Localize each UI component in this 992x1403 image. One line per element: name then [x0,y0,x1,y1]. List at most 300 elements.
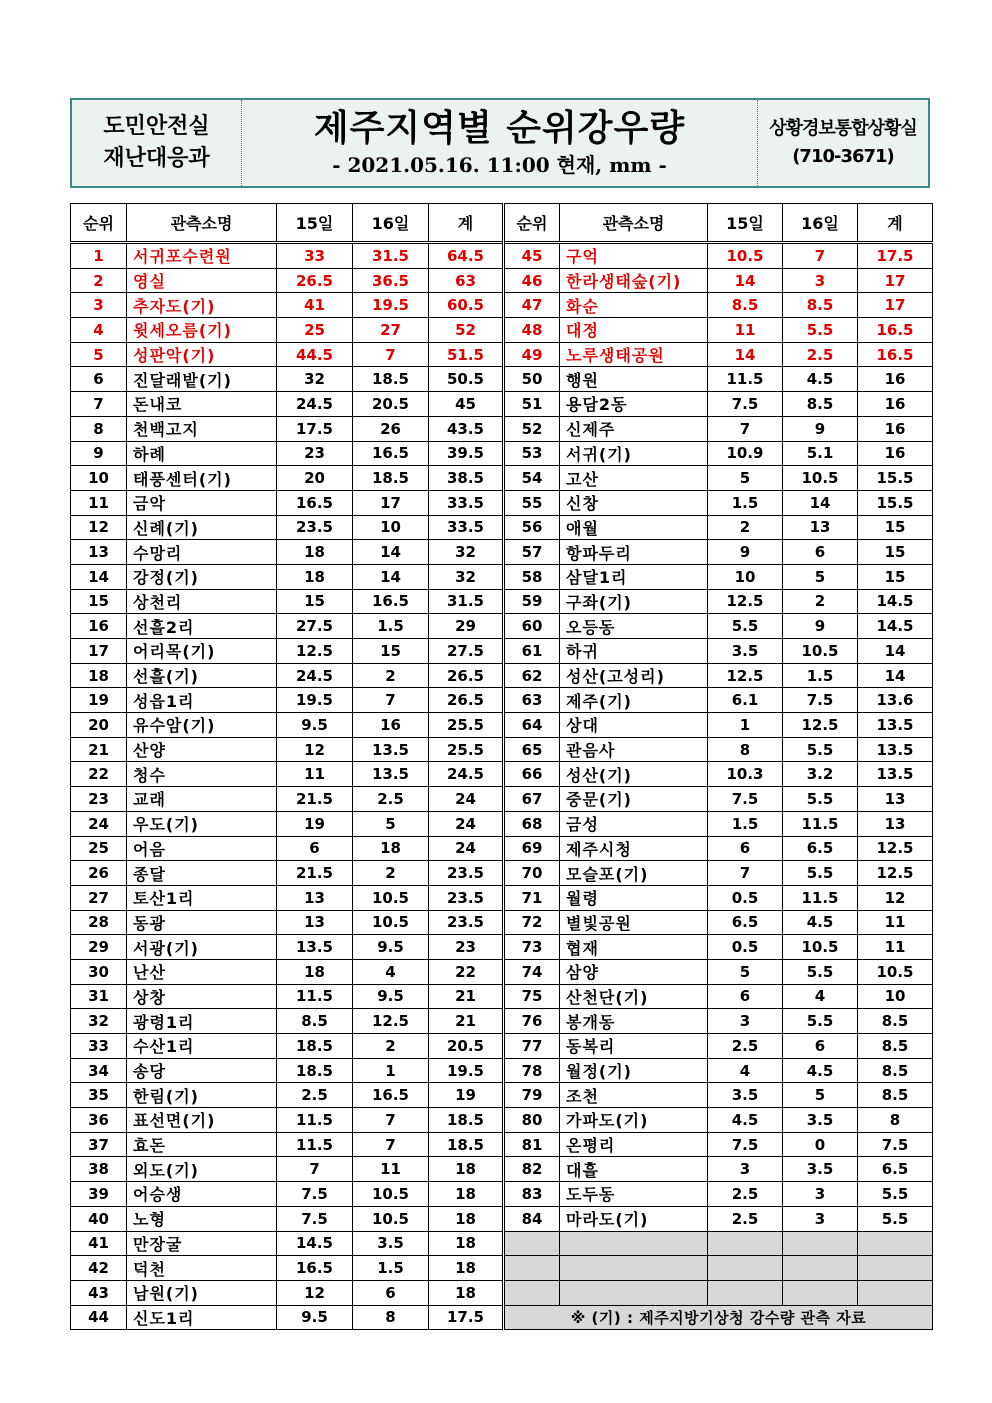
page-title: 제주지역별 순위강우량 [313,108,686,149]
cell-rank: 63 [504,688,560,713]
cell-d15: 6.1 [708,688,783,713]
cell-station: 한라생태숲(기) [560,268,708,293]
cell-rank: 31 [71,984,127,1009]
cell-rank: 21 [71,737,127,762]
cell-d16: 11.5 [783,811,858,836]
cell-d15: 16.5 [277,490,353,515]
cell-station: 표선면(기) [127,1108,277,1133]
cell-station: 신창 [560,490,708,515]
cell-rank: 82 [504,1157,560,1182]
cell-d16: 3 [783,268,858,293]
cell-d16: 26 [353,416,429,441]
cell-station: 어음 [127,836,277,861]
cell-d15: 21.5 [277,861,353,886]
cell-total: 23 [429,935,504,960]
cell-station: 우도(기) [127,811,277,836]
cell-rank: 48 [504,318,560,343]
cell-d15: 12.5 [277,639,353,664]
table-row [71,762,933,787]
cell-total: 8.5 [858,1009,933,1034]
cell-d16: 10.5 [353,1182,429,1207]
cell-station: 월령 [560,885,708,910]
table-row [71,441,933,466]
cell-station: 가파도(기) [560,1108,708,1133]
cell-station: 돈내코 [127,392,277,417]
cell-total: 7.5 [858,1132,933,1157]
cell-d16: 3 [783,1182,858,1207]
cell-station: 한림(기) [127,1083,277,1108]
cell-d16: 11 [353,1157,429,1182]
cell-rank: 3 [71,293,127,318]
cell-rank: 16 [71,614,127,639]
cell-d15: 7.5 [708,787,783,812]
table-row [71,935,933,960]
division-name: 재난대응과 [103,146,210,171]
cell-d15: 8 [708,737,783,762]
cell-d16: 8.5 [783,293,858,318]
empty-cell [783,1280,858,1305]
cell-total: 18 [429,1206,504,1231]
table-row [71,490,933,515]
cell-station: 서귀포수련원 [127,243,277,269]
cell-d16: 14 [353,564,429,589]
table-row [71,1132,933,1157]
table-row [71,466,933,491]
cell-d16: 3.5 [353,1231,429,1256]
cell-rank: 5 [71,342,127,367]
cell-d15: 24.5 [277,392,353,417]
department-box [72,100,242,186]
cell-rank: 42 [71,1256,127,1281]
cell-rank: 46 [504,268,560,293]
cell-rank: 68 [504,811,560,836]
cell-station: 난산 [127,959,277,984]
table-row [71,910,933,935]
cell-rank: 45 [504,243,560,269]
cell-total: 63 [429,268,504,293]
cell-station: 영실 [127,268,277,293]
empty-cell [504,1231,560,1256]
cell-station: 봉개동 [560,1009,708,1034]
cell-rank: 14 [71,564,127,589]
cell-rank: 13 [71,540,127,565]
cell-d16: 7 [353,1108,429,1133]
cell-d16: 2 [353,861,429,886]
cell-rank: 57 [504,540,560,565]
empty-cell [858,1280,933,1305]
cell-station: 광령1리 [127,1009,277,1034]
cell-rank: 59 [504,589,560,614]
cell-d16: 17 [353,490,429,515]
cell-total: 10 [858,984,933,1009]
cell-station: 제주시청 [560,836,708,861]
cell-station: 송당 [127,1058,277,1083]
cell-rank: 80 [504,1108,560,1133]
empty-cell [560,1256,708,1281]
cell-station: 상창 [127,984,277,1009]
table-row [71,1280,933,1305]
cell-d16: 5 [783,1083,858,1108]
cell-rank: 50 [504,367,560,392]
table-row [71,811,933,836]
cell-d16: 7 [353,688,429,713]
cell-rank: 38 [71,1157,127,1182]
cell-d15: 2.5 [708,1034,783,1059]
cell-d16: 36.5 [353,268,429,293]
cell-rank: 17 [71,639,127,664]
cell-d16: 2.5 [353,787,429,812]
cell-d15: 27.5 [277,614,353,639]
cell-station: 용담2동 [560,392,708,417]
cell-d16: 1.5 [353,1256,429,1281]
cell-total: 6.5 [858,1157,933,1182]
cell-station: 관음사 [560,737,708,762]
report-header [70,98,930,188]
cell-d15: 3 [708,1157,783,1182]
cell-rank: 27 [71,885,127,910]
table-row [71,367,933,392]
cell-total: 5.5 [858,1182,933,1207]
cell-rank: 29 [71,935,127,960]
cell-d15: 11.5 [277,1132,353,1157]
cell-rank: 34 [71,1058,127,1083]
empty-cell [783,1256,858,1281]
cell-d15: 2 [708,515,783,540]
cell-total: 50.5 [429,367,504,392]
cell-total: 45 [429,392,504,417]
cell-d15: 20 [277,466,353,491]
cell-station: 선흘2리 [127,614,277,639]
cell-d15: 13 [277,910,353,935]
cell-rank: 7 [71,392,127,417]
cell-rank: 49 [504,342,560,367]
cell-rank: 28 [71,910,127,935]
cell-total: 29 [429,614,504,639]
cell-d15: 6 [708,984,783,1009]
cell-rank: 24 [71,811,127,836]
cell-rank: 54 [504,466,560,491]
cell-total: 15 [858,515,933,540]
footnote: ※ (기) : 제주지방기상청 강수량 관측 자료 [504,1305,933,1330]
cell-d15: 6.5 [708,910,783,935]
cell-rank: 43 [71,1280,127,1305]
cell-rank: 9 [71,441,127,466]
cell-station: 서귀(기) [560,441,708,466]
cell-rank: 41 [71,1231,127,1256]
cell-d16: 16.5 [353,589,429,614]
cell-total: 24.5 [429,762,504,787]
col-header-rank: 순위 [71,204,127,243]
cell-total: 16 [858,367,933,392]
cell-d15: 3.5 [708,639,783,664]
cell-d15: 12.5 [708,663,783,688]
cell-station: 행원 [560,367,708,392]
col-header-total: 계 [429,204,504,243]
cell-station: 산양 [127,737,277,762]
cell-rank: 76 [504,1009,560,1034]
cell-d16: 16 [353,713,429,738]
cell-d15: 7.5 [277,1206,353,1231]
cell-station: 애월 [560,515,708,540]
table-row [71,639,933,664]
cell-d16: 11.5 [783,885,858,910]
cell-total: 13.6 [858,688,933,713]
cell-total: 23.5 [429,861,504,886]
cell-rank: 10 [71,466,127,491]
cell-d16: 15 [353,639,429,664]
cell-d16: 4 [783,984,858,1009]
cell-station: 하귀 [560,639,708,664]
cell-d15: 23.5 [277,515,353,540]
cell-rank: 81 [504,1132,560,1157]
cell-station: 종달 [127,861,277,886]
cell-d15: 5 [708,466,783,491]
cell-d15: 24.5 [277,663,353,688]
empty-cell [708,1280,783,1305]
cell-d15: 10.9 [708,441,783,466]
cell-station: 별빛공원 [560,910,708,935]
cell-d15: 1.5 [708,490,783,515]
cell-d15: 7.5 [277,1182,353,1207]
cell-rank: 84 [504,1206,560,1231]
cell-total: 25.5 [429,713,504,738]
table-row [71,1058,933,1083]
table-header-row [71,204,933,243]
cell-total: 11 [858,910,933,935]
cell-d15: 32 [277,367,353,392]
col-header-rank: 순위 [504,204,560,243]
cell-station: 덕천 [127,1256,277,1281]
cell-station: 어승생 [127,1182,277,1207]
cell-d15: 8.5 [708,293,783,318]
col-header-day15: 15일 [708,204,783,243]
cell-d15: 5.5 [708,614,783,639]
cell-d16: 6.5 [783,836,858,861]
cell-total: 24 [429,787,504,812]
cell-d15: 7 [277,1157,353,1182]
cell-total: 33.5 [429,515,504,540]
cell-rank: 8 [71,416,127,441]
cell-station: 삼달1리 [560,564,708,589]
cell-d15: 44.5 [277,342,353,367]
cell-d16: 4.5 [783,367,858,392]
cell-total: 60.5 [429,293,504,318]
table-row [71,688,933,713]
col-header-total: 계 [858,204,933,243]
cell-d15: 11.5 [708,367,783,392]
cell-rank: 78 [504,1058,560,1083]
table-row [71,1083,933,1108]
cell-total: 27.5 [429,639,504,664]
cell-d16: 3 [783,1206,858,1231]
table-row [71,1231,933,1256]
cell-d16: 4.5 [783,1058,858,1083]
cell-station: 산천단(기) [560,984,708,1009]
cell-d16: 4 [353,959,429,984]
cell-d16: 7.5 [783,688,858,713]
cell-d15: 18.5 [277,1058,353,1083]
empty-cell [783,1231,858,1256]
cell-d15: 15 [277,589,353,614]
table-row [71,1206,933,1231]
cell-d15: 10 [708,564,783,589]
cell-d15: 13 [277,885,353,910]
cell-station: 상대 [560,713,708,738]
cell-total: 12.5 [858,836,933,861]
cell-total: 24 [429,836,504,861]
cell-station: 태풍센터(기) [127,466,277,491]
operations-phone: (710-3671) [792,146,894,167]
empty-cell [708,1231,783,1256]
cell-total: 12 [858,885,933,910]
cell-d15: 9.5 [277,713,353,738]
cell-total: 17.5 [429,1305,504,1330]
cell-d16: 7 [353,1132,429,1157]
cell-rank: 56 [504,515,560,540]
cell-d15: 6 [708,836,783,861]
cell-rank: 26 [71,861,127,886]
report-timestamp: - 2021.05.16. 11:00 현재, mm - [332,153,667,177]
cell-d15: 2.5 [708,1182,783,1207]
cell-d15: 0.5 [708,885,783,910]
cell-total: 18 [429,1182,504,1207]
cell-d15: 19.5 [277,688,353,713]
cell-station: 고산 [560,466,708,491]
table-row [71,515,933,540]
cell-total: 8 [858,1108,933,1133]
cell-station: 하례 [127,441,277,466]
cell-rank: 60 [504,614,560,639]
cell-total: 31.5 [429,589,504,614]
table-row [71,861,933,886]
cell-rank: 51 [504,392,560,417]
cell-d15: 41 [277,293,353,318]
cell-total: 18 [429,1157,504,1182]
cell-d16: 9.5 [353,935,429,960]
table-row [71,1108,933,1133]
cell-d16: 10.5 [353,1206,429,1231]
table-row [71,959,933,984]
cell-station: 선흘(기) [127,663,277,688]
cell-d16: 5.5 [783,318,858,343]
cell-d15: 11.5 [277,984,353,1009]
cell-rank: 83 [504,1182,560,1207]
cell-station: 협재 [560,935,708,960]
cell-station: 유수암(기) [127,713,277,738]
cell-d16: 0 [783,1132,858,1157]
cell-total: 26.5 [429,663,504,688]
cell-station: 노형 [127,1206,277,1231]
col-header-day15: 15일 [277,204,353,243]
cell-total: 33.5 [429,490,504,515]
cell-d16: 5.5 [783,737,858,762]
cell-total: 22 [429,959,504,984]
cell-d16: 2 [783,589,858,614]
table-row [71,293,933,318]
table-row [71,1009,933,1034]
cell-rank: 77 [504,1034,560,1059]
cell-rank: 20 [71,713,127,738]
cell-total: 13 [858,811,933,836]
table-row [71,1256,933,1281]
cell-d15: 9.5 [277,1305,353,1330]
cell-d15: 11 [708,318,783,343]
cell-d16: 10.5 [783,935,858,960]
cell-d15: 3.5 [708,1083,783,1108]
cell-d16: 5.5 [783,1009,858,1034]
cell-d16: 31.5 [353,243,429,269]
cell-d15: 0.5 [708,935,783,960]
cell-d15: 10.5 [708,243,783,269]
cell-station: 동복리 [560,1034,708,1059]
cell-d15: 11 [277,762,353,787]
cell-d16: 5 [783,564,858,589]
table-row [71,540,933,565]
cell-total: 17.5 [858,243,933,269]
empty-cell [708,1256,783,1281]
cell-total: 17 [858,268,933,293]
cell-d15: 18 [277,564,353,589]
cell-d15: 12 [277,737,353,762]
cell-total: 43.5 [429,416,504,441]
cell-rank: 22 [71,762,127,787]
cell-total: 15 [858,540,933,565]
cell-station: 대흘 [560,1157,708,1182]
table-row [71,836,933,861]
cell-total: 14 [858,663,933,688]
cell-total: 8.5 [858,1034,933,1059]
cell-d16: 6 [353,1280,429,1305]
cell-d16: 16.5 [353,441,429,466]
col-header-day16: 16일 [353,204,429,243]
cell-d15: 3 [708,1009,783,1034]
cell-rank: 75 [504,984,560,1009]
cell-d16: 3.2 [783,762,858,787]
cell-total: 13.5 [858,737,933,762]
cell-station: 신제주 [560,416,708,441]
cell-rank: 58 [504,564,560,589]
cell-d16: 19.5 [353,293,429,318]
cell-d15: 16.5 [277,1256,353,1281]
cell-rank: 69 [504,836,560,861]
table-row [71,243,933,269]
cell-station: 월정(기) [560,1058,708,1083]
empty-cell [858,1256,933,1281]
table-row [71,1182,933,1207]
cell-d15: 4.5 [708,1108,783,1133]
empty-cell [560,1231,708,1256]
cell-total: 15 [858,564,933,589]
cell-station: 토산1리 [127,885,277,910]
cell-d16: 12.5 [783,713,858,738]
empty-cell [560,1280,708,1305]
cell-d15: 7 [708,416,783,441]
cell-station: 남원(기) [127,1280,277,1305]
cell-d15: 11.5 [277,1108,353,1133]
cell-station: 구억 [560,243,708,269]
cell-station: 대정 [560,318,708,343]
cell-station: 어리목(기) [127,639,277,664]
cell-total: 23.5 [429,910,504,935]
cell-rank: 36 [71,1108,127,1133]
cell-station: 성산(고성리) [560,663,708,688]
table-row [71,342,933,367]
cell-rank: 67 [504,787,560,812]
cell-d16: 6 [783,1034,858,1059]
cell-total: 16 [858,416,933,441]
table-row [71,1305,933,1330]
cell-d16: 10.5 [783,639,858,664]
